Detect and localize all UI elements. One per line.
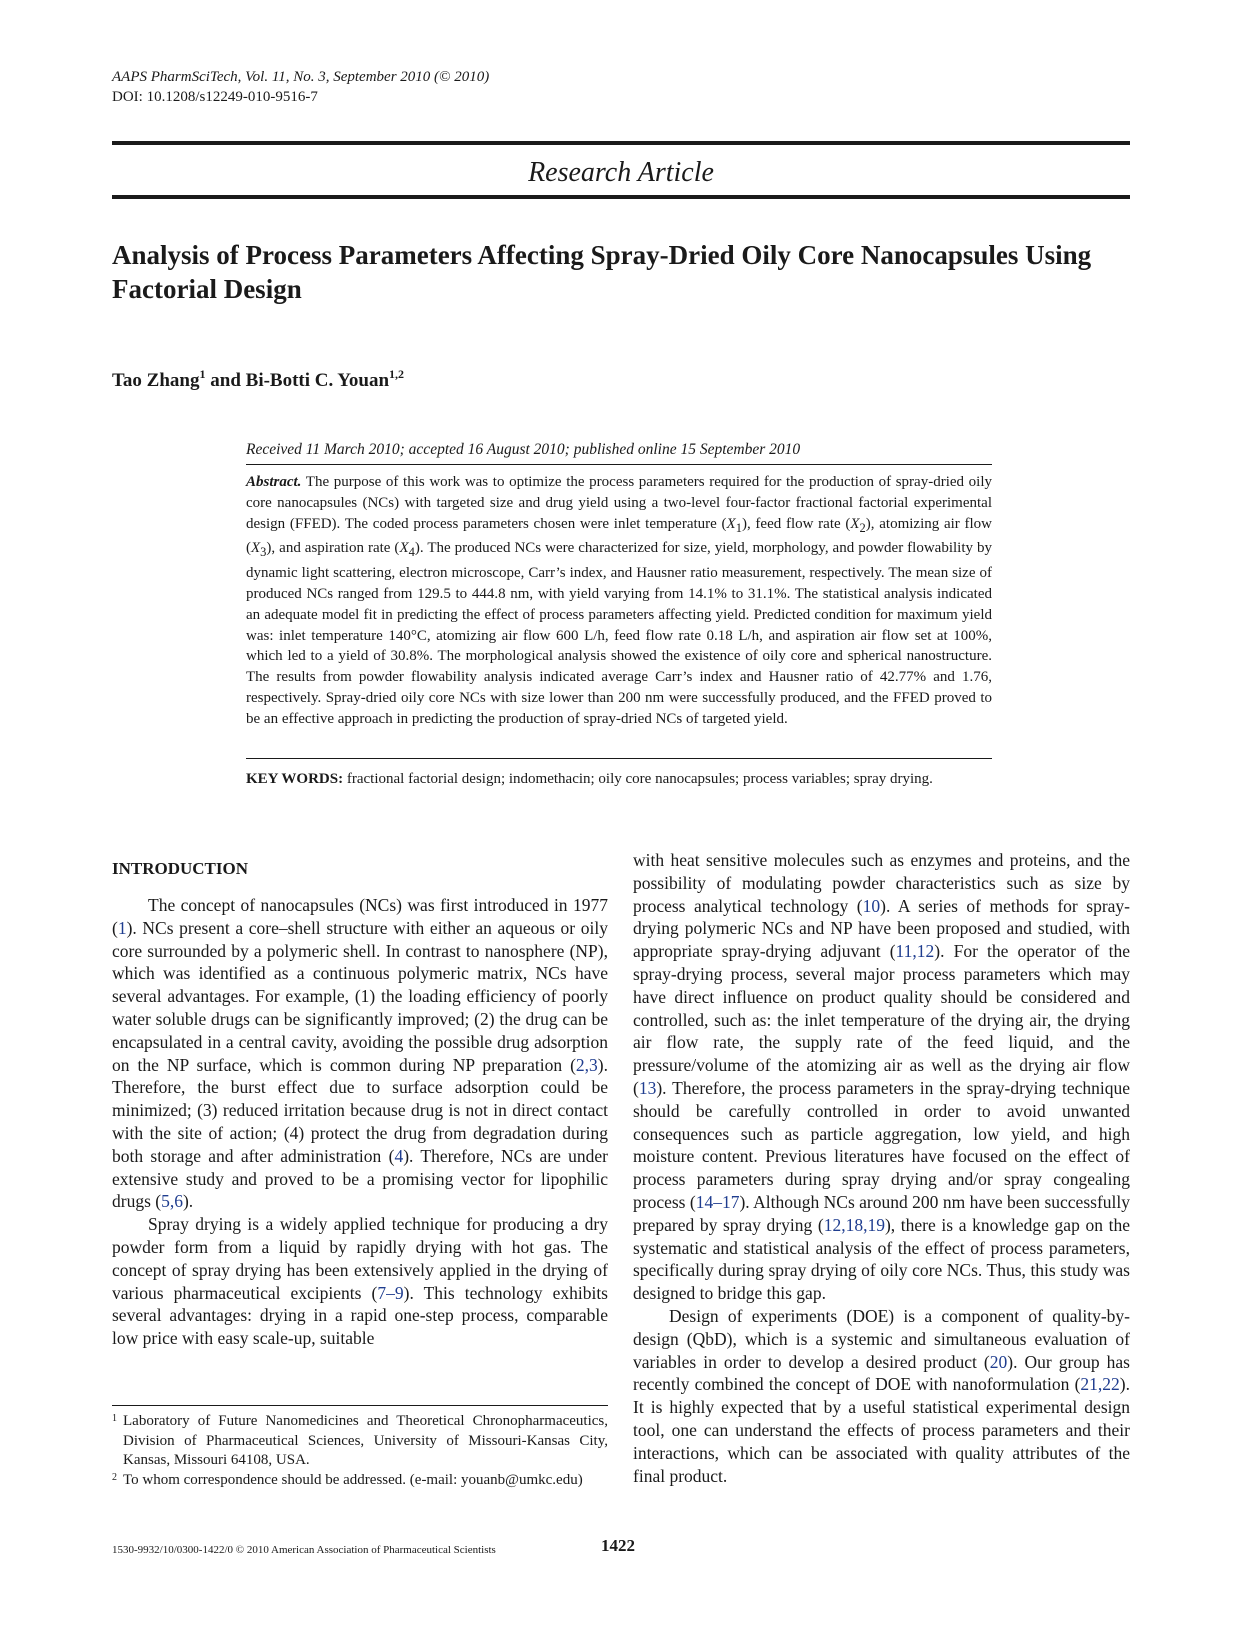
citation-link[interactable]: 21,22	[1080, 1374, 1120, 1395]
citation-link[interactable]: 4	[394, 1145, 404, 1166]
page-number: 1422	[601, 1536, 635, 1555]
abstract: Abstract. The purpose of this work was to optimize the process parameters required for the production of spray-dried oily core nanocapsules (NCs) with targeted size and drug yield using a two-level four-factor fractional factorial experimental design (FFED). The coded process parameters chosen were inlet temperature $(X_1)$, feed flow rate $(X_2)$, atomizing air flow $(X_3)$, and aspiration rate $(X_4)$. The produced NCs were characterized for size, yield, morphology, and powder flowability by dynamic light scattering, electron microscope, Carr’s index, and Hausner ratio measurement, respectively. The mean size of produced NCs ranged from 129.5 to 444.8 nm, with yield varying from 14.1% to 31.1%. The statistical analysis indicated an adequate model fit in predicting the effect of process parameters affecting yield. Predicted condition for maximum yield was: inlet temperature 140°C, atomizing air flow 600 L/h, feed flow rate 0.18 L/h, and aspiration air flow set at 100%, which led to a yield of 30.8%. The morphological analysis showed the existence of oily core and spherical nanostructure. The results from powder flowability analysis indicated average Carr’s index and Hausner ratio of 42.77% and 1.76, respectively. Spray-dried oily core NCs with size lower than 200 nm were successfully produced, and the FFED proved to be an effective approach in predicting the production of spray-dried NCs of targeted yield.	[246, 474, 993, 727]
abstract-rule-top	[246, 464, 992, 465]
footnote-affiliation: 1 Laboratory of Future Nanomedicines and Theoretical Chronopharmaceutics, Division of Pharmaceutical Sciences, University of Missouri-Kansas City, Kansas, Missouri 64108, USA.	[112, 1413, 608, 1468]
copyright-line: 1530-9932/10/0300-1422/0 © 2010 American Association of Pharmaceutical Scientists	[112, 1544, 496, 1556]
footnote-rule	[112, 1405, 608, 1406]
paragraph: The concept of nanocapsules (NCs) was first introduced in 1977 (1). NCs present a core–shell structure with either an aqueous or oily core surrounded by a polymeric shell. In contrast to nanosphere (NP), which was identified as a continuous polymeric matrix, NCs have several advantages. For example, (1) the loading efficiency of poorly water soluble drugs can be significantly improved; (2) the drug can be encapsulated in a central cavity, avoiding the possible drug adsorption on the NP surface, which is common during NP preparation (2,3). Therefore, the burst effect due to surface adsorption could be minimized; (3) reduced irritation because drug is not in direct contact with the site of action; (4) protect the drug from degradation during both storage and after administration (4). Therefore, NCs are under extensive study and proved to be a promising vector for lipophilic drugs (5,6).	[112, 895, 608, 1212]
article-title: Analysis of Process Parameters Affecting Spray-Dried Oily Core Nanocapsules Using Factorial Design	[112, 240, 1092, 304]
keywords-label: KEY WORDS:	[246, 771, 344, 787]
citation-link[interactable]: 2,3	[575, 1054, 598, 1075]
journal-citation: AAPS PharmSciTech, Vol. 11, No. 3, September 2010 (© 2010)	[112, 69, 490, 85]
doi: DOI: 10.1208/s12249-010-9516-7	[112, 89, 318, 105]
right-column	[633, 849, 1130, 1487]
citation-link[interactable]: 5,6	[161, 1191, 183, 1212]
author-name: Tao Zhang	[112, 370, 200, 391]
section-heading: INTRODUCTION	[112, 859, 249, 878]
citation-link[interactable]: 1	[117, 917, 127, 938]
abstract-rule-bottom	[246, 758, 992, 759]
footnote-correspondence: 2 To whom correspondence should be addressed. (e-mail: youanb@umkc.edu)	[112, 1471, 583, 1488]
citation-link[interactable]: 7–9	[377, 1282, 404, 1303]
author-separator: and	[205, 370, 246, 391]
affiliation-marker: 1,2	[389, 367, 405, 381]
received-dates: Received 11 March 2010; accepted 16 August 2010; published online 15 September 2010	[246, 441, 801, 458]
footnotes	[112, 1412, 608, 1490]
header-rule-bottom	[112, 195, 1130, 199]
citation-link[interactable]: 13	[638, 1077, 657, 1098]
paragraph: Spray drying is a widely applied technique for producing a dry powder form from a liquid by rapidly drying with hot gas. The concept of spray drying has been extensively applied in the drying of various pharmaceutical excipients (7–9). This technology exhibits several advantages: drying in a rapid one-step process, comparable low price with easy scale-up, suitable	[112, 1214, 608, 1349]
keywords	[246, 770, 992, 789]
paragraph: with heat sensitive molecules such as enzymes and proteins, and the possibility of modulating powder characteristics such as size by process analytical technology (10). A series of methods for spray-drying polymeric NCs and NP have been proposed and studied, with appropriate spray-drying adjuvant (11,12). For the operator of the spray-drying process, several major process parameters which may have direct influence on product quality should be considered and controlled, such as: the inlet temperature of the drying air, the drying air flow rate, the supply rate of the feed liquid, and the pressure/volume of the atomizing air as well as the drying air flow (13). Therefore, the process parameters in the spray-drying technique should be carefully controlled in order to avoid unwanted consequences such as particle aggregation, low yield, and high moisture content. Previous literatures have focused on the effect of process parameters during spray drying and/or spray congealing process (14–17). Although NCs around 200 nm have been successfully prepared by spray drying (12,18,19), there is a knowledge gap on the systematic and statistical analysis of the effect of process parameters, specifically during spray drying of oily core NCs. Thus, this study was designed to bridge this gap.	[633, 850, 1130, 1304]
paragraph: Design of experiments (DOE) is a component of quality-by-design (QbD), which is a systemic and simultaneous evaluation of variables in order to develop a desired product (20). Our group has recently combined the concept of DOE with nanoformulation (21,22). It is highly expected that by a useful statistical experimental design tool, one can understand the effects of process parameters and their interactions, which can be associated with quality attributes of the final product.	[633, 1305, 1130, 1486]
citation-link[interactable]: 14–17	[695, 1191, 740, 1212]
author-list	[112, 362, 404, 393]
article-type: Research Article	[528, 157, 714, 188]
citation-link[interactable]: 11,12	[895, 941, 935, 962]
citation-link[interactable]: 10	[862, 895, 881, 916]
citation-link[interactable]: 12,18,19	[823, 1214, 885, 1235]
affiliation-marker: 1	[199, 367, 206, 381]
author-name: Bi-Botti C. Youan	[245, 370, 390, 391]
abstract-label: Abstract.	[246, 474, 302, 490]
header-rule-top	[112, 141, 1130, 145]
left-column	[112, 894, 608, 1350]
citation-link[interactable]: 20	[989, 1351, 1008, 1372]
keywords-text: fractional factorial design; indomethacin; oily core nanocapsules; process variables; spray drying.	[343, 771, 933, 787]
